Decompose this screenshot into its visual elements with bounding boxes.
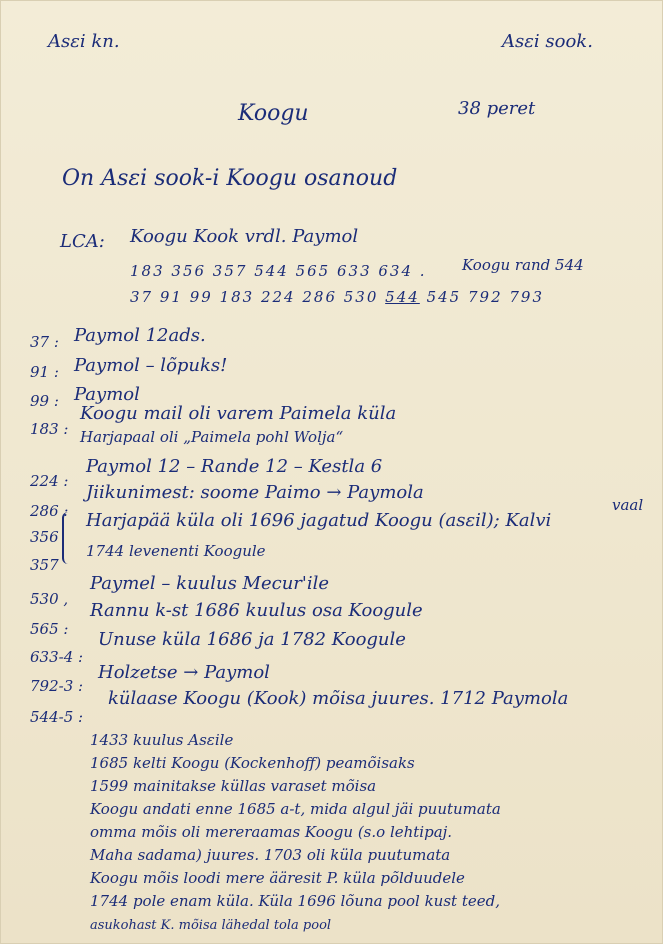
- lcd-row-2-underlined: 544: [385, 288, 420, 306]
- entry-text: Paymol 12 – Rande 12 – Kestla 6: [86, 456, 383, 477]
- superscript-note: vaal: [612, 496, 644, 514]
- entry-text: Rannu k-st 1686 kuulus osa Koogule: [90, 600, 423, 621]
- brace-mark: [62, 512, 70, 564]
- lcd-label: LCA:: [60, 231, 105, 252]
- entry-label: 224 :: [30, 472, 69, 490]
- note-line: 1744 pole enam küla. Küla 1696 lõuna pool kust teed,: [90, 892, 500, 910]
- entry-label: 633-4 :: [30, 648, 84, 666]
- page-title: Koogu: [238, 101, 309, 126]
- header-left-tag: Asεi kn.: [48, 31, 120, 52]
- entry-text: Paymol 12ads.: [74, 325, 206, 346]
- entry-text: Paymel – kuulus Mecur'ile: [90, 573, 330, 594]
- note-line: Koogu andati enne 1685 a-t, mida algul jäi puutumata: [90, 800, 501, 818]
- lcd-row-1: 183 356 357 544 565 633 634 .: [130, 262, 427, 280]
- entry-label: 357: [30, 556, 59, 574]
- household-count: 38 peret: [458, 98, 536, 119]
- entry-label: 544-5 :: [30, 708, 84, 726]
- entry-label: 530 ,: [30, 590, 69, 608]
- entry-label: 565 :: [30, 620, 69, 638]
- entry-text: Paymol – lõpuks!: [74, 355, 228, 376]
- subtitle: On Asεi sook-i Koogu osanoud: [62, 166, 398, 191]
- entry-text: Holzetse → Paymol: [98, 662, 270, 683]
- entry-label: 286 :: [30, 502, 69, 520]
- entry-label: 356: [30, 528, 59, 546]
- lcd-row-2-main: 37 91 99 183 224 286 530: [130, 288, 379, 306]
- entry-label: 792-3 :: [30, 677, 84, 695]
- entry-text-continued: Harjapaal oli „Paimela pohl Wolja“: [80, 428, 344, 446]
- entry-label: 183 :: [30, 420, 69, 438]
- entry-text: Jiikunimest: soome Paimo → Paymola: [86, 482, 424, 503]
- entry-label: 99 :: [30, 392, 59, 410]
- note-line: asukohast K. mõisa lähedal tola pool: [90, 918, 332, 933]
- lcd-heading: Koogu Kook vrdl. Paymol: [130, 226, 359, 247]
- entry-text: Harjapää küla oli 1696 jagatud Koogu (asεil); Kalvi: [86, 510, 552, 531]
- note-line: 1599 mainitakse küllas varaset mõisa: [90, 777, 377, 795]
- entry-text: Koogu mail oli varem Paimela küla: [80, 403, 397, 424]
- entry-text: 1744 levenenti Koogule: [86, 542, 266, 560]
- note-line: omma mõis oli mereraamas Koogu (s.o lehtipaj.: [90, 823, 453, 841]
- entry-text: Unuse küla 1686 ja 1782 Koogule: [98, 629, 406, 650]
- lcd-row-1-extra: Koogu rand 544: [462, 256, 584, 274]
- header-right-tag: Asεi sook.: [502, 31, 593, 52]
- entry-text: külaase Koogu (Kook) mõisa juures. 1712 Paymola: [108, 688, 569, 709]
- note-line: 1433 kuulus Asεile: [90, 731, 234, 749]
- note-line: 1685 kelti Koogu (Kockenhoff) peamõisaks: [90, 754, 415, 772]
- lcd-row-2-tail: 545 792 793: [426, 288, 545, 306]
- note-line: Maha sadama) juures. 1703 oli küla puutumata: [90, 846, 451, 864]
- note-line: Koogu mõis loodi mere ääresit P. küla põlduudele: [90, 869, 465, 887]
- entry-label: 37 :: [30, 333, 59, 351]
- entry-label: 91 :: [30, 363, 59, 381]
- lcd-row-2: [130, 290, 544, 305]
- entry-text: Paymol: [74, 384, 140, 405]
